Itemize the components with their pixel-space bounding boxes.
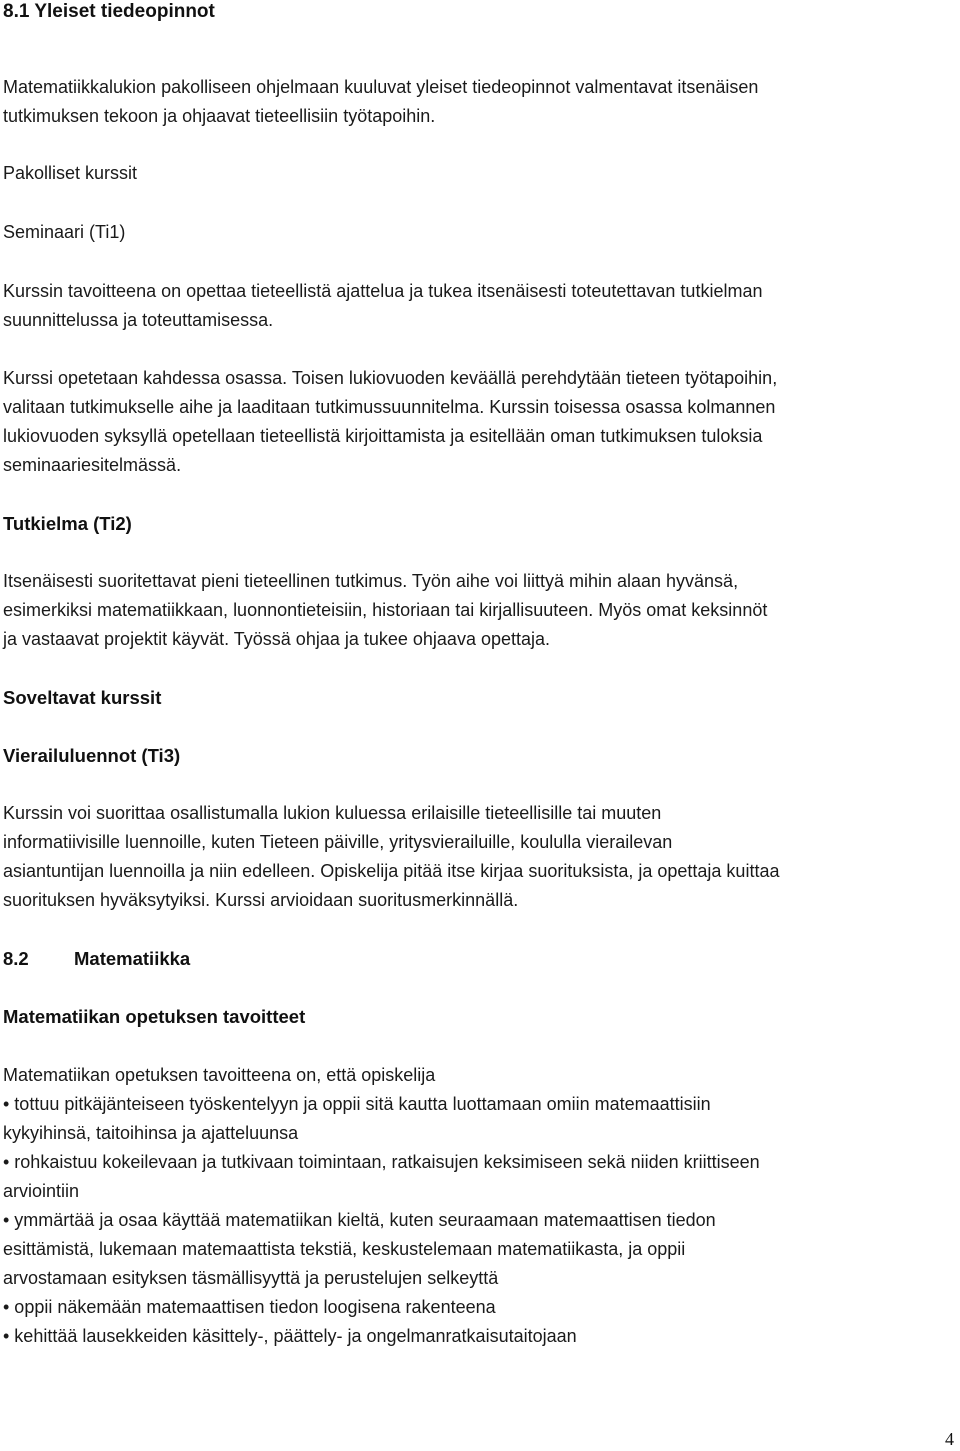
ti2-para-line-2: esimerkiksi matematiikkaan, luonnontieteisiin, historiaan tai kirjallisuuteen. Myös omat keksinnöt	[3, 600, 768, 620]
ti1-para1-line-1: Kurssin tavoitteena on opettaa tieteellistä ajattelua ja tukea itsenäisesti toteutettavan tutkielman	[3, 281, 763, 301]
goal-bullet-3-line-2: esittämistä, lukemaan matemaattista tekstiä, keskustelemaan matematiikasta, ja oppii	[3, 1239, 686, 1259]
ti3-para-line-1: Kurssin voi suorittaa osallistumalla lukion kuluessa erilaisille tieteellisille tai muuten	[3, 803, 662, 823]
ti3-para-line-2: informatiivisille luennoille, kuten Tieteen päiville, yritysvierailuille, koululla vierailevan	[3, 832, 673, 852]
ti1-title: Seminaari (Ti1)	[3, 222, 126, 242]
goal-bullet-1-line-1: • tottuu pitkäjänteiseen työskentelyyn ja oppii sitä kautta luottamaan omiin matemaattisiin	[3, 1094, 711, 1114]
goal-bullet-3-line-1: • ymmärtää ja osaa käyttää matematiikan kieltä, kuten seuraamaan matemaattisen tiedon	[3, 1210, 716, 1230]
intro-line-2: tutkimuksen tekoon ja ohjaavat tieteellisiin työtapoihin.	[3, 106, 436, 126]
ti3-para-line-3: asiantuntijan luennoilla ja niin edelleen. Opiskelija pitää itse kirjaa suorituksista, ja opettaja kuittaa	[3, 861, 780, 881]
ti2-title: Tutkielma (Ti2)	[3, 513, 132, 534]
ti3-title: Vierailuluennot (Ti3)	[3, 745, 181, 766]
goal-bullet-1-line-2: kykyihinsä, taitoihinsa ja ajatteluunsa	[3, 1123, 299, 1143]
goal-bullet-2-line-1: • rohkaistuu kokeilevaan ja tutkivaan toimintaan, ratkaisujen keksimiseen sekä niiden kriittiseen	[3, 1152, 760, 1172]
mandatory-courses-heading: Pakolliset kurssit	[3, 163, 138, 183]
ti1-para1-line-2: suunnittelussa ja toteuttamisessa.	[3, 310, 274, 330]
goal-bullet-4: • oppii näkemään matemaattisen tiedon loogisena rakenteena	[3, 1297, 496, 1317]
ti1-para2-line-3: lukiovuoden syksyllä opetellaan tieteellistä kirjoittamista ja esitellään oman tutkimuksen tuloksia	[3, 426, 763, 446]
ti2-para-line-1: Itsenäisesti suoritettavat pieni tieteellinen tutkimus. Työn aihe voi liittyä mihin alaan hyvänsä,	[3, 571, 739, 591]
ti1-para2-line-4: seminaariesitelmässä.	[3, 455, 182, 475]
section-8-2-title	[3, 944, 190, 973]
page-number: 4	[945, 1429, 954, 1449]
ti1-para2-line-2: valitaan tutkimukselle aihe ja laaditaan tutkimussuunnitelma. Kurssin toisessa osassa kolmannen	[3, 397, 776, 417]
section-8-2-number: 8.2	[3, 948, 29, 969]
section-8-2-name: Matematiikka	[74, 948, 191, 969]
goals-intro: Matematiikan opetuksen tavoitteena on, että opiskelija	[3, 1065, 436, 1085]
section-8-1-title: 8.1 Yleiset tiedeopinnot	[3, 1, 215, 22]
ti2-para-line-3: ja vastaavat projektit käyvät. Työssä ohjaa ja tukee ohjaava opettaja.	[3, 629, 551, 649]
goal-bullet-5: • kehittää lausekkeiden käsittely-, päättely- ja ongelmanratkaisutaitojaan	[3, 1326, 577, 1346]
goal-bullet-2-line-2: arviointiin	[3, 1181, 80, 1201]
ti1-para2-line-1: Kurssi opetetaan kahdessa osassa. Toisen lukiovuoden keväällä perehdytään tieteen työtapoihin,	[3, 368, 778, 388]
applied-courses-heading: Soveltavat kurssit	[3, 687, 162, 708]
goals-heading: Matematiikan opetuksen tavoitteet	[3, 1006, 306, 1027]
goal-bullet-3-line-3: arvostamaan esityksen täsmällisyyttä ja perustelujen selkeyttä	[3, 1268, 499, 1288]
intro-line-1: Matematiikkalukion pakolliseen ohjelmaan kuuluvat yleiset tiedeopinnot valmentavat itsenäisen	[3, 77, 759, 97]
ti3-para-line-4: suorituksen hyväksytyiksi. Kurssi arvioidaan suoritusmerkinnällä.	[3, 890, 519, 910]
